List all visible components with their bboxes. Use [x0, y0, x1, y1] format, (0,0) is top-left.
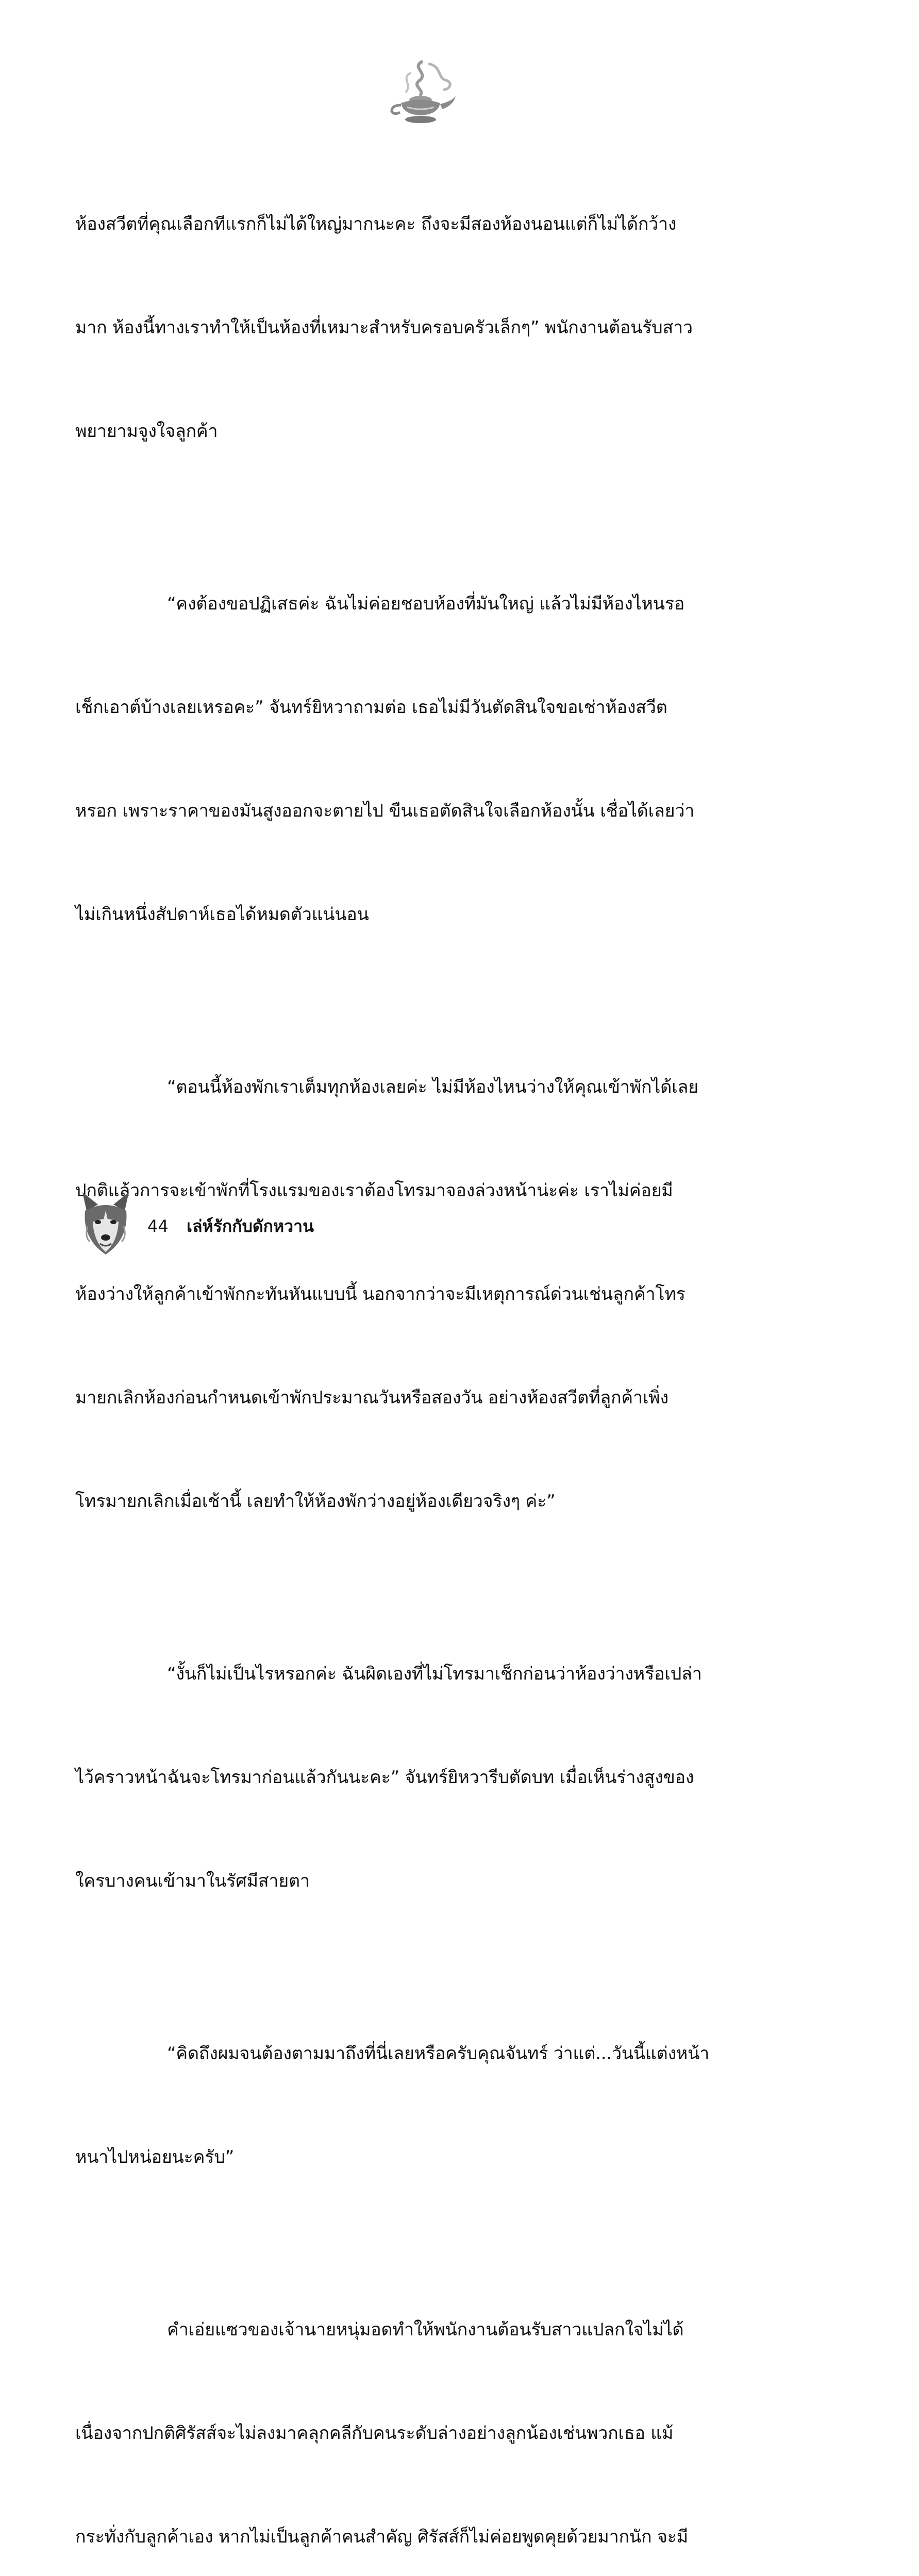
- text-line: “ตอนนี้ห้องพักเราเต็มทุกห้องเลยค่ะ ไม่มีห้องไหนว่างให้คุณเข้าพักได้เลย: [167, 1077, 698, 1097]
- text-line: มาก ห้องนี้ทางเราทำให้เป็นห้องที่เหมาะสำหรับครอบครัวเล็กๆ” พนักงานต้อนรับสาว: [75, 317, 693, 338]
- text-line: พยายามจูงใจลูกค้า: [75, 421, 218, 442]
- text-line: ห้องว่างให้ลูกค้าเข้าพักกะทันหันแบบนี้ นอกจากว่าจะมีเหตุการณ์ด่วนเช่นลูกค้าโทร: [75, 1284, 686, 1304]
- text-line: ปกติแล้วการจะเข้าพักที่โรงแรมของเราต้องโทรมาจองล่วงหน้าน่ะค่ะ เราไม่ค่อยมี: [75, 1180, 673, 1201]
- text-line: เนื่องจากปกติศิรัสส์จะไม่ลงมาคลุกคลีกับคนระดับล่างอย่างลูกน้องเช่นพวกเธอ แม้: [75, 2423, 674, 2444]
- text-line: “คิดถึงผมจนต้องตามมาถึงที่นี่เลยหรือครับคุณจันทร์ ว่าแต่...วันนี้แต่งหน้า: [167, 2043, 710, 2064]
- text-line: หรอก เพราะราคาของมันสูงออกจะตายไป ขืนเธอตัดสินใจเลือกห้องนั้น เชื่อได้เลยว่า: [75, 801, 695, 821]
- text-line: ไว้คราวหน้าฉันจะโทรมาก่อนแล้วกันนะคะ” จันทร์ยิหวารีบตัดบท เมื่อเห็นร่างสูงของ: [75, 1767, 694, 1788]
- text-line: คำเอ่ยแซวของเจ้านายหนุ่มอดทำให้พนักงานต้อนรับสาวแปลกใจไม่ได้: [167, 2319, 684, 2340]
- paragraph: [75, 2244, 761, 2576]
- text-line: โทรมายกเลิกเมื่อเช้านี้ เลยทำให้ห้องพักว่างอยู่ห้องเดียวจริงๆ ค่ะ”: [75, 1491, 556, 1512]
- paragraph: [75, 1968, 761, 2244]
- text-line: กระทั่งกับลูกค้าเอง หากไม่เป็นลูกค้าคนสำคัญ ศิรัสส์ก็ไม่ค่อยพูดคุยด้วยมากนัก จะมี: [75, 2527, 688, 2547]
- husky-dog-icon: [77, 1190, 134, 1257]
- text-line: เช็กเอาต์บ้างเลยเหรอคะ” จันทร์ยิหวาถามต่อ เธอไม่มีวันตัดสินใจขอเช่าห้องสวีต: [75, 697, 667, 718]
- book-title: เล่ห์รักกับดักหวาน: [187, 1216, 314, 1236]
- text-line: ห้องสวีตที่คุณเลือกทีแรกก็ไม่ได้ใหญ่มากนะคะ ถึงจะมีสองห้องนอนแต่ก็ไม่ได้กว้าง: [75, 214, 677, 234]
- text-line: ใครบางคนเข้ามาในรัศมีสายตา: [75, 1871, 310, 1891]
- text-line: หนาไปหน่อยนะครับ”: [75, 2147, 235, 2167]
- text-line: “คงต้องขอปฏิเสธค่ะ ฉันไม่ค่อยชอบห้องที่มันใหญ่ แล้วไม่มีห้องไหนรอ: [167, 594, 685, 614]
- body-text: [75, 138, 761, 2576]
- paragraph: [75, 138, 761, 518]
- page-footer: [77, 1190, 387, 1262]
- paragraph: [75, 518, 761, 1001]
- page-number: 44: [147, 1216, 169, 1236]
- magic-lamp-icon: [380, 58, 458, 130]
- paragraph: [75, 1001, 761, 1588]
- paragraph: [75, 1588, 761, 1968]
- text-line: “งั้นก็ไม่เป็นไรหรอกค่ะ ฉันผิดเองที่ไม่โทรมาเช็กก่อนว่าห้องว่างหรือเปล่า: [167, 1664, 702, 1684]
- text-line: ไม่เกินหนึ่งสัปดาห์เธอได้หมดตัวแน่นอน: [75, 904, 369, 925]
- text-line: มายกเลิกห้องก่อนกำหนดเข้าพักประมาณวันหรือสองวัน อย่างห้องสวีตที่ลูกค้าเพิ่ง: [75, 1387, 669, 1408]
